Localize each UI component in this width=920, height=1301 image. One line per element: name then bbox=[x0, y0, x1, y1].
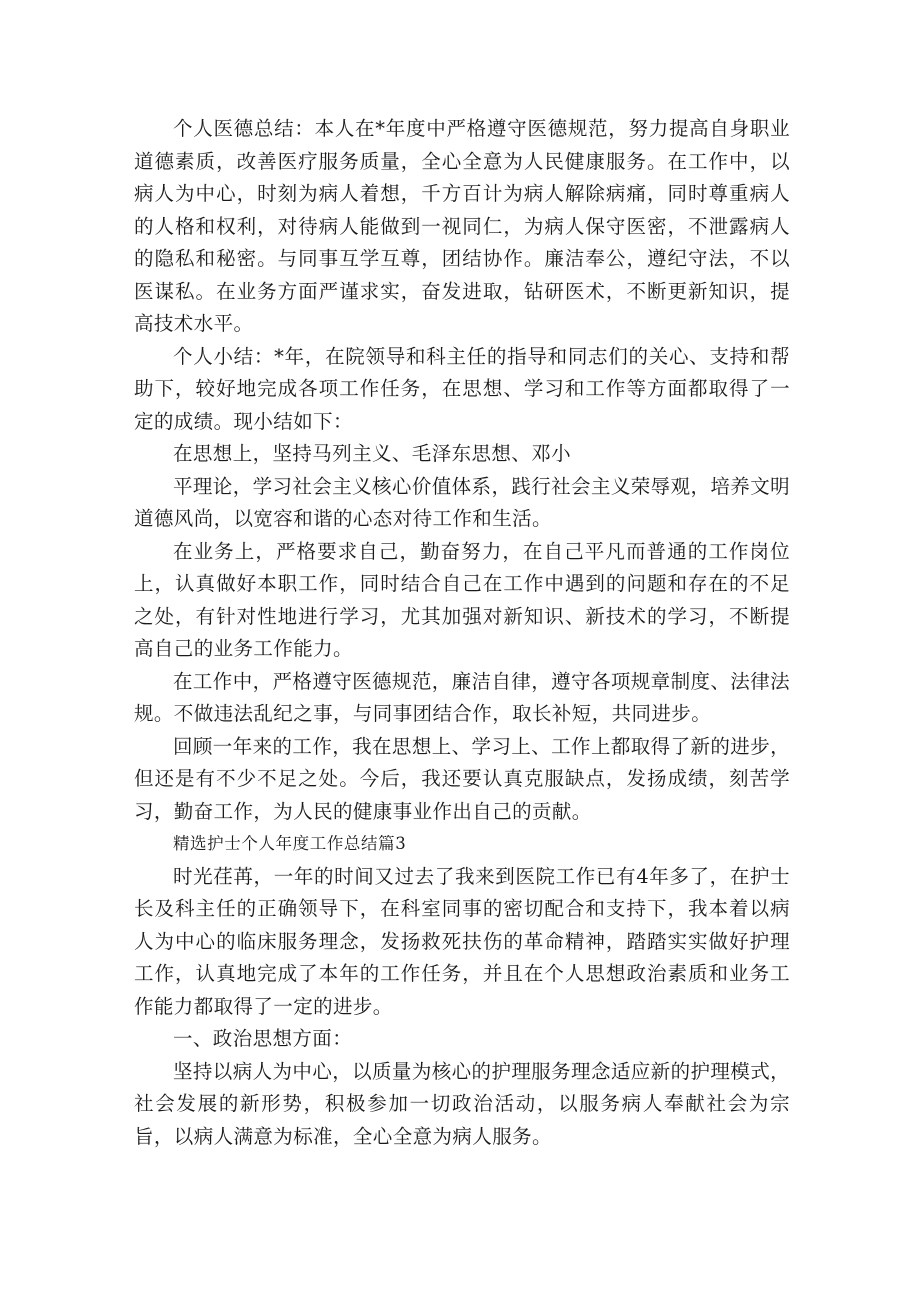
subheading-political-thought: 一、政治思想方面： bbox=[173, 1027, 353, 1050]
paragraph-time-flies: 时光荏苒，一年的时间又过去了我来到医院工作已有4年多了，在护士长及科主任的正确领导下，在科室同事的密切配合和支持下，我本着以病人为中心的临床服务理念，发扬救死扶伤的革命精神，踏踏实实做好护理工作，认真地完成了本年的工作任务，并且在个人思想政治素质和业务工作能力都取得了一定的进步。 bbox=[134, 864, 790, 1018]
paragraph-review: 回顾一年来的工作，我在思想上、学习上、工作上都取得了新的进步，但还是有不少不足之处。今后，我还要认真克服缺点，发扬成绩，刻苦学习，勤奋工作，为人民的健康事业作出自己的贡献。 bbox=[134, 734, 790, 823]
section-heading-part3: 精选护士个人年度工作总结篇3 bbox=[172, 834, 407, 853]
paragraph-personal-summary-intro: 个人小结：*年，在院领导和科主任的指导和同志们的关心、支持和帮助下，较好地完成各项工作任务，在思想、学习和工作等方面都取得了一定的成绩。现小结如下： bbox=[134, 344, 790, 433]
paragraph-business: 在业务上，严格要求自己，勤奋努力，在自己平凡而普通的工作岗位上，认真做好本职工作，同时结合自己在工作中遇到的问题和存在的不足之处，有针对性地进行学习，尤其加强对新知识、新技术的学习，不断提高自己的业务工作能力。 bbox=[134, 539, 790, 660]
paragraph-patient-centered: 坚持以病人为中心，以质量为核心的护理服务理念适应新的护理模式，社会发展的新形势，积极参加一切政治活动，以服务病人奉献社会为宗旨，以病人满意为标准，全心全意为病人服务。 bbox=[134, 1059, 790, 1148]
paragraph-ideology-line: 在思想上，坚持马列主义、毛泽东思想、邓小 bbox=[173, 442, 572, 465]
paragraph-medical-ethics-summary: 个人医德总结：本人在*年度中严格遵守医德规范，努力提高自身职业道德素质，改善医疗服务质量，全心全意为人民健康服务。在工作中，以病人为中心，时刻为病人着想，千方百计为病人解除病痛，同时尊重病人的人格和权利，对待病人能做到一视同仁，为病人保守医密，不泄露病人的隐私和秘密。与同事互学互尊，团结协作。廉洁奉公，遵纪守法，不以医谋私。在业务方面严谨求实，奋发进取，钻研医术，不断更新知识，提高技术水平。 bbox=[134, 117, 790, 335]
document-body bbox=[134, 113, 790, 1153]
paragraph-work-conduct: 在工作中，严格遵守医德规范，廉洁自律，遵守各项规章制度、法律法规。不做违法乱纪之事，与同事团结合作，取长补短，共同进步。 bbox=[134, 669, 790, 725]
paragraph-ideology-continued: 平理论，学习社会主义核心价值体系，践行社会主义荣辱观，培养文明道德风尚，以宽容和谐的心态对待工作和生活。 bbox=[134, 474, 790, 530]
